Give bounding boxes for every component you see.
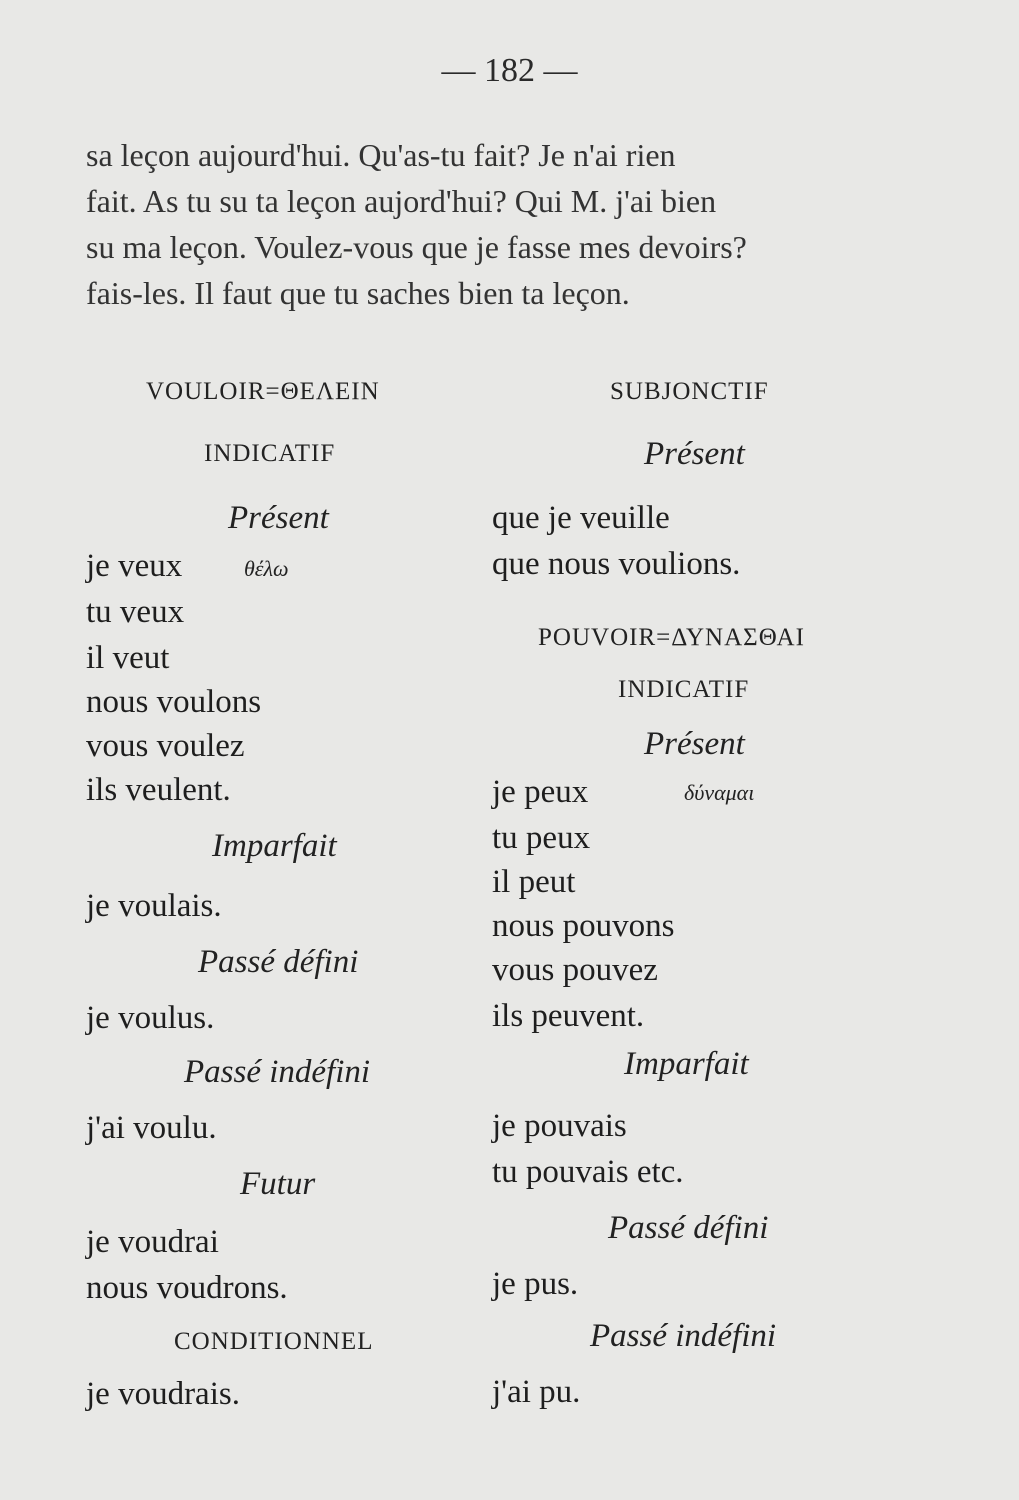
conjugation-form: je peux [492,774,589,810]
passe-indefini-label: Passé indéfini [184,1054,371,1090]
intro-paragraph [86,132,898,316]
present-label: Présent [228,500,329,536]
conjugation-form: tu peux [492,820,591,856]
conjugation-form: je pouvais [492,1108,627,1144]
futur-label: Futur [240,1166,316,1202]
conjugation-form: nous voudrons. [86,1270,288,1306]
conjugation-form: ils veulent. [86,772,231,808]
conjugation-form: j'ai voulu. [86,1110,217,1146]
conjugation-form: nous voulons [86,684,262,720]
conjugation-form: je voulais. [86,888,222,924]
imparfait-label: Imparfait [624,1046,749,1082]
conditionnel-heading: CONDITIONNEL [174,1328,374,1355]
imparfait-label: Imparfait [212,828,337,864]
passe-defini-label: Passé défini [608,1210,769,1246]
subj-present-label: Présent [644,436,745,472]
greek-gloss: θέλω [244,556,289,581]
conjugation-form: tu veux [86,594,185,630]
greek-gloss: δύναμαι [684,780,755,805]
indicatif-heading: INDICATIF [618,676,750,703]
conjugation-form: que nous voulions. [492,546,741,582]
conjugation-form: nous pouvons [492,908,675,944]
conjugation-form: vous pouvez [492,952,658,988]
conjugation-form: que je veuille [492,500,670,536]
conjugation-form: je pus. [492,1266,579,1302]
intro-line: sa leçon aujourd'hui. Qu'as-tu fait? Je n'ai rien [86,137,676,173]
passe-indefini-label: Passé indéfini [590,1318,777,1354]
intro-line: su ma leçon. Voulez-vous que je fasse mes devoirs? [86,229,747,265]
conjugation-form: tu pouvais etc. [492,1154,684,1190]
conjugation-form: j'ai pu. [492,1374,581,1410]
conjugation-form: il veut [86,640,170,676]
page-number: — 182 — [441,52,578,89]
present-label: Présent [644,726,745,762]
intro-line: fais-les. Il faut que tu saches bien ta leçon. [86,275,630,311]
conjugation-form: ils peuvent. [492,998,645,1034]
intro-line: fait. As tu su ta leçon aujord'hui? Qui M. j'ai bien [86,183,717,219]
conjugation-form: je veux [86,548,183,584]
indicatif-heading: INDICATIF [204,440,336,467]
passe-defini-label: Passé défini [198,944,359,980]
conjugation-form: vous voulez [86,728,245,764]
vouloir-heading: VOULOIR=ΘΕΛΕΙΝ [146,378,380,405]
subjonctif-heading: SUBJONCTIF [610,378,769,405]
pouvoir-heading: POUVOIR=ΔΥΝΑΣΘΑΙ [538,624,805,651]
conjugation-form: je voudrai [86,1224,219,1260]
conjugation-form: je voudrais. [86,1376,240,1412]
conjugation-form: il peut [492,864,576,900]
conjugation-form: je voulus. [86,1000,215,1036]
